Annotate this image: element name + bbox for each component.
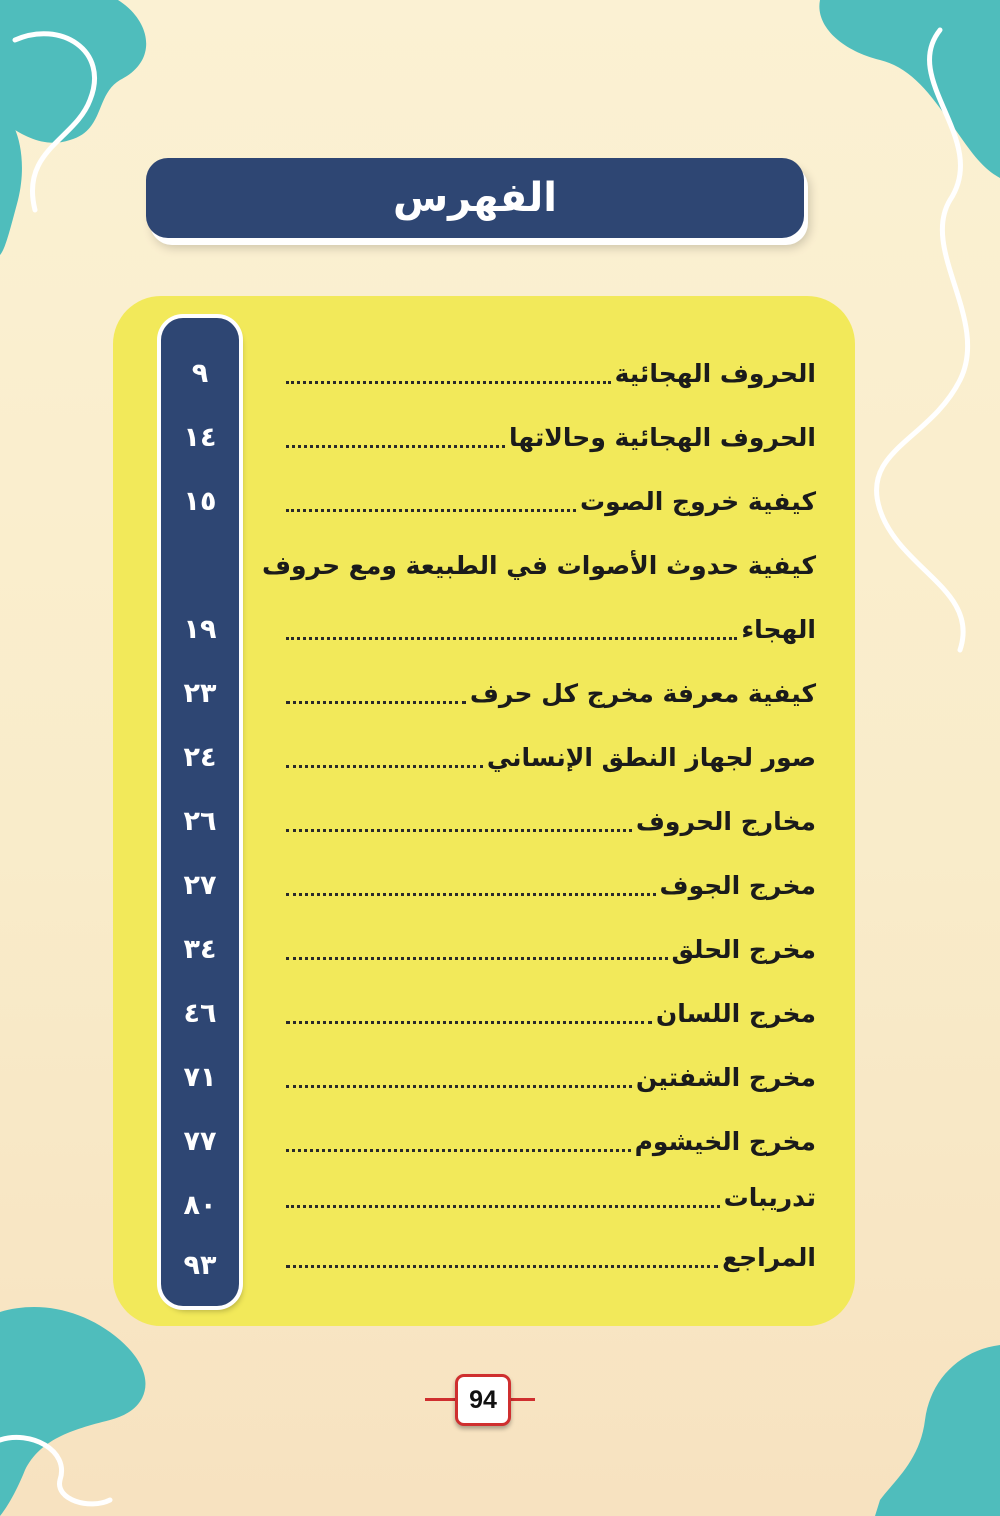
toc-entry[interactable] xyxy=(286,1176,816,1216)
top-right-blob xyxy=(819,0,1000,178)
toc-leader-dots xyxy=(286,637,737,640)
toc-leader-dots xyxy=(286,957,668,960)
toc-entry-title: كيفية خروج الصوت xyxy=(579,487,816,516)
toc-entry-title: مخرج اللسان xyxy=(655,999,816,1028)
toc-leader-dots xyxy=(286,1149,631,1152)
toc-page-number: ٧١ xyxy=(183,1062,217,1093)
toc-page-number: ١٩ xyxy=(183,614,217,645)
toc-leader-dots xyxy=(286,509,576,512)
toc-leader-dots xyxy=(286,1085,632,1088)
toc-entry[interactable] xyxy=(286,1120,816,1160)
toc-page-number: ٢٣ xyxy=(183,678,217,709)
bottom-left-blob xyxy=(0,1307,145,1516)
toc-page-number: ٨٠ xyxy=(183,1190,217,1221)
toc-page-number: ٢٦ xyxy=(183,806,217,837)
toc-leader-dots xyxy=(286,765,483,768)
toc-entry[interactable] xyxy=(286,736,816,776)
toc-entry-title: مخرج الجوف xyxy=(659,871,816,900)
page-title: الفهرس xyxy=(392,175,557,221)
toc-leader-dots xyxy=(286,1205,720,1208)
page-number-column xyxy=(161,318,239,1306)
toc-page-number: ١٥ xyxy=(183,486,217,517)
toc-entry-title: الهجاء xyxy=(741,615,816,644)
toc-entry[interactable] xyxy=(286,608,816,648)
toc-entry[interactable] xyxy=(286,352,816,392)
toc-entry-title: كيفية معرفة مخرج كل حرف xyxy=(469,679,816,708)
toc-entry-title: كيفية حدوث الأصوات في الطبيعة ومع حروف xyxy=(261,551,816,580)
toc-entry-title: الحروف الهجائية وحالاتها xyxy=(509,423,816,452)
page-number: 94 xyxy=(469,1385,497,1414)
toc-leader-dots xyxy=(286,445,505,448)
toc-page-number: ٤٦ xyxy=(183,998,217,1029)
toc-entry[interactable] xyxy=(286,864,816,904)
page-number-badge xyxy=(455,1374,511,1426)
toc-entry[interactable] xyxy=(286,1236,816,1276)
toc-leader-dots xyxy=(286,701,466,704)
toc-entry-title: صور لجهاز النطق الإنساني xyxy=(486,743,816,772)
toc-entry[interactable] xyxy=(286,416,816,456)
toc-entry-title: مخرج الحلق xyxy=(671,935,816,964)
toc-entry[interactable] xyxy=(286,928,816,968)
toc-leader-dots xyxy=(286,1265,718,1268)
toc-entry-title: الحروف الهجائية xyxy=(614,359,816,388)
toc-page-number: ٢٤ xyxy=(183,742,217,773)
toc-page-number: ١٤ xyxy=(183,422,217,453)
toc-page-number: ٣٤ xyxy=(183,934,217,965)
bottom-right-blob xyxy=(875,1345,1000,1516)
toc-leader-dots xyxy=(286,1021,652,1024)
toc-page-number: ٩٣ xyxy=(183,1250,217,1281)
toc-entry-title: المراجع xyxy=(722,1243,816,1272)
toc-entry-title: تدريبات xyxy=(723,1183,816,1212)
toc-entry[interactable] xyxy=(286,1056,816,1096)
toc-entry-title: مخرج الشفتين xyxy=(635,1063,816,1092)
toc-entry-title: مخرج الخيشوم xyxy=(634,1127,816,1156)
toc-entry[interactable] xyxy=(286,672,816,712)
toc-leader-dots xyxy=(286,829,632,832)
toc-entry[interactable] xyxy=(286,992,816,1032)
top-left-blob xyxy=(0,0,146,143)
toc-entry-title: مخارج الحروف xyxy=(635,807,816,836)
toc-page-number: ٢٧ xyxy=(183,870,217,901)
toc-entry[interactable] xyxy=(286,800,816,840)
toc-leader-dots xyxy=(286,893,656,896)
toc-page-number: ٧٧ xyxy=(183,1126,217,1157)
toc-leader-dots xyxy=(286,381,611,384)
toc-page-number: ٩ xyxy=(191,358,209,389)
title-bar xyxy=(146,158,804,238)
toc-entry[interactable] xyxy=(286,480,816,520)
badge-line-left xyxy=(425,1398,457,1401)
toc-entry[interactable] xyxy=(261,544,816,584)
